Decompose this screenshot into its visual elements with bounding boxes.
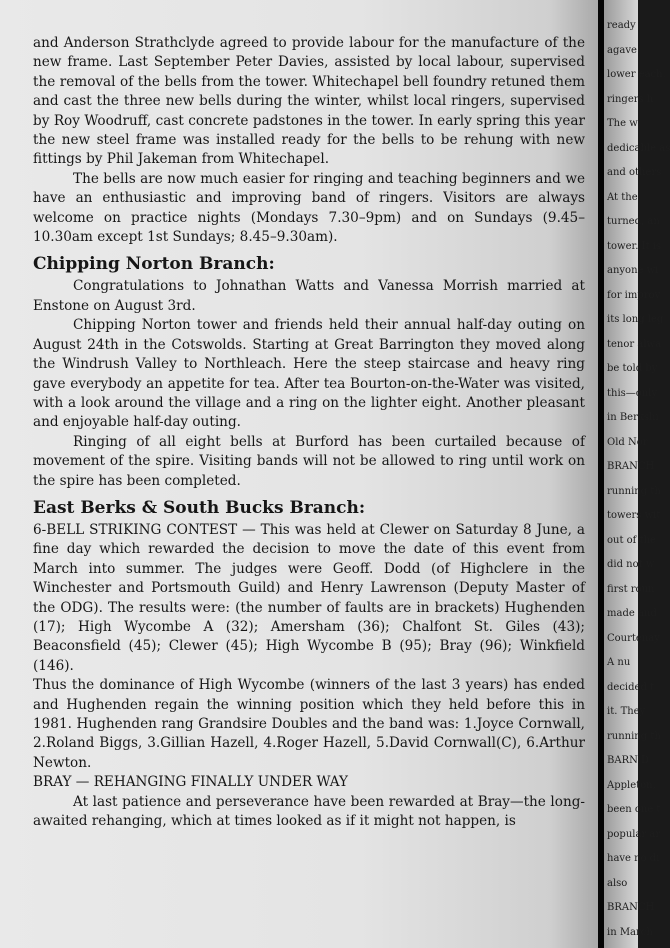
paragraph-congratulations: Congratulations to Johnathan Watts and Vanessa Morrish married at Enstone on August 3rd. bbox=[33, 278, 585, 314]
facing-page-fragment: A nu bbox=[607, 657, 631, 668]
facing-page-fragment: have no di bbox=[607, 853, 660, 864]
facing-page-fragment: made and bbox=[607, 608, 657, 619]
facing-page-fragment: towers wit bbox=[607, 510, 661, 521]
facing-page-fragment: Appleton, bbox=[607, 779, 656, 791]
facing-page-fragment: for improv bbox=[607, 289, 661, 301]
paragraph-bells: The bells are now much easier for ringing and teaching beginners and we have an enthusiastic and improving band of ringers. Visitors are always welcome on practice nights (Mondays 7.30–9pm) and on Sundays (9.45–10.30am except 1st Sundays; 8.45–9.30am). bbox=[33, 170, 585, 246]
facing-page-fragment: BRANCH bbox=[607, 461, 655, 472]
facing-page-fragment: The w bbox=[607, 118, 638, 129]
facing-page-fragment: turned, an bbox=[607, 216, 660, 227]
facing-page-fragment: popular ar bbox=[607, 828, 661, 840]
facing-page-fragment: ringers h bbox=[607, 93, 654, 105]
heading-east-berks: East Berks & South Bucks Branch: bbox=[33, 497, 366, 518]
facing-page-edge bbox=[604, 0, 670, 948]
facing-page-fragment: dedicable as bbox=[607, 142, 670, 154]
paragraph-bray: At last patience and perseverance have been rewarded at Bray—the long-awaited rehanging, which at times looked as if it might not happen, is bbox=[33, 793, 585, 830]
facing-page-fragment: decided t bbox=[607, 681, 655, 693]
facing-page-fragment: out of the bbox=[607, 534, 656, 546]
facing-page-fragment: and others bbox=[607, 167, 662, 178]
facing-page-fragment: running th bbox=[607, 730, 661, 742]
facing-page-fragment: its long leg bbox=[607, 314, 664, 325]
facing-page-fragment: in March bbox=[607, 926, 653, 938]
facing-page-fragment: been one t bbox=[607, 804, 661, 815]
subheading-bray: BRAY — REHANGING FINALLY UNDER WAY bbox=[33, 774, 348, 791]
facing-page-fragment: it. They bbox=[607, 706, 646, 717]
facing-page-fragment: first roun bbox=[607, 583, 655, 595]
facing-page-fragment: lower each. bbox=[607, 69, 666, 80]
facing-page-fragment: also bbox=[607, 877, 628, 889]
facing-page-fragment: anyone wi bbox=[607, 265, 659, 276]
facing-page-fragment: this—only bbox=[607, 387, 658, 399]
facing-page-fragment: in Berkshi bbox=[607, 412, 659, 423]
paragraph-hughenden: Thus the dominance of High Wycombe (winners of the last 3 years) has ended and Hughenden regain the winning position which they held before this in 1981. Hughenden rang Grandsire Doubles and the band was: 1.Joyce Cornwall, 2.Roland Biggs, 3.Gillian Hazell, 4.Roger Hazell, 5.David Cornwall(C), 6.Arthur Newton. bbox=[33, 677, 585, 771]
facing-page-fragment: be told by bbox=[607, 363, 658, 374]
facing-page-fragment: tenor alwa bbox=[607, 338, 662, 350]
facing-page-fragment: tower. It is bbox=[607, 240, 662, 252]
page-content bbox=[33, 34, 585, 831]
facing-page-fragment: Courtenay bbox=[607, 632, 660, 644]
facing-page-fragment: running th bbox=[607, 485, 661, 497]
paragraph-outing: Chipping Norton tower and friends held their annual half-day outing on August 24th in the Cotswolds. Starting at Great Barrington they moved along the Windrush Valley to Northleach. Here the steep staircase and heavy ring gave everybody an appetite for tea. After tea Bourton-on-the-Water was visited, with a look around the village and a ring on the lighter eight. Another pleasant and enjoyable half-day outing. bbox=[33, 317, 585, 431]
facing-page-fragment: did not w bbox=[607, 559, 655, 570]
paragraph-frame: and Anderson Strathclyde agreed to provide labour for the manufacture of the new frame. Last September Peter Davies, assisted by local labour, supervised the removal of the bells from the tower. Whitechapel bell foundry retuned them and cast the three new bells during the winter, whilst local ringers, supervised by Roy Woodruff, cast concrete padstones in the tower. In early spring this year the new steel frame was installed ready for the bells to be rehung with new fittings by Phil Jakeman from Whitechapel. bbox=[33, 35, 585, 168]
facing-page-fragment: ready bbox=[607, 20, 636, 31]
facing-page-fragment: At the bbox=[607, 191, 638, 203]
paragraph-striking-contest: 6-BELL STRIKING CONTEST — This was held at Clewer on Saturday 8 June, a fine day which rewarded the decision to move the date of this event from March into summer. The judges were Geoff. Dodd (of Highclere in the Winchester and Portsmouth Guild) and Henry Lawrenson (Deputy Master of the ODG). The results were: (the number of faults are in brackets) Hughenden (17); High Wycombe A (32); Amersham (36); Chalfont St. Giles (43); Beaconsfield (45); Clewer (45); High Wycombe B (95); Bray (96); Winkfield (146). bbox=[33, 521, 585, 674]
facing-page-fragment: BARN D bbox=[607, 755, 650, 766]
heading-chipping-norton: Chipping Norton Branch: bbox=[33, 254, 275, 275]
facing-page-fragment: Old Nor bbox=[607, 436, 648, 448]
paragraph-burford: Ringing of all eight bells at Burford has been curtailed because of movement of the spire. Visiting bands will not be allowed to ring until work on the spire has been completed. bbox=[33, 433, 585, 489]
facing-page-fragment: BRANCH bbox=[607, 902, 655, 913]
facing-page-fragment: agave bbox=[607, 44, 637, 56]
